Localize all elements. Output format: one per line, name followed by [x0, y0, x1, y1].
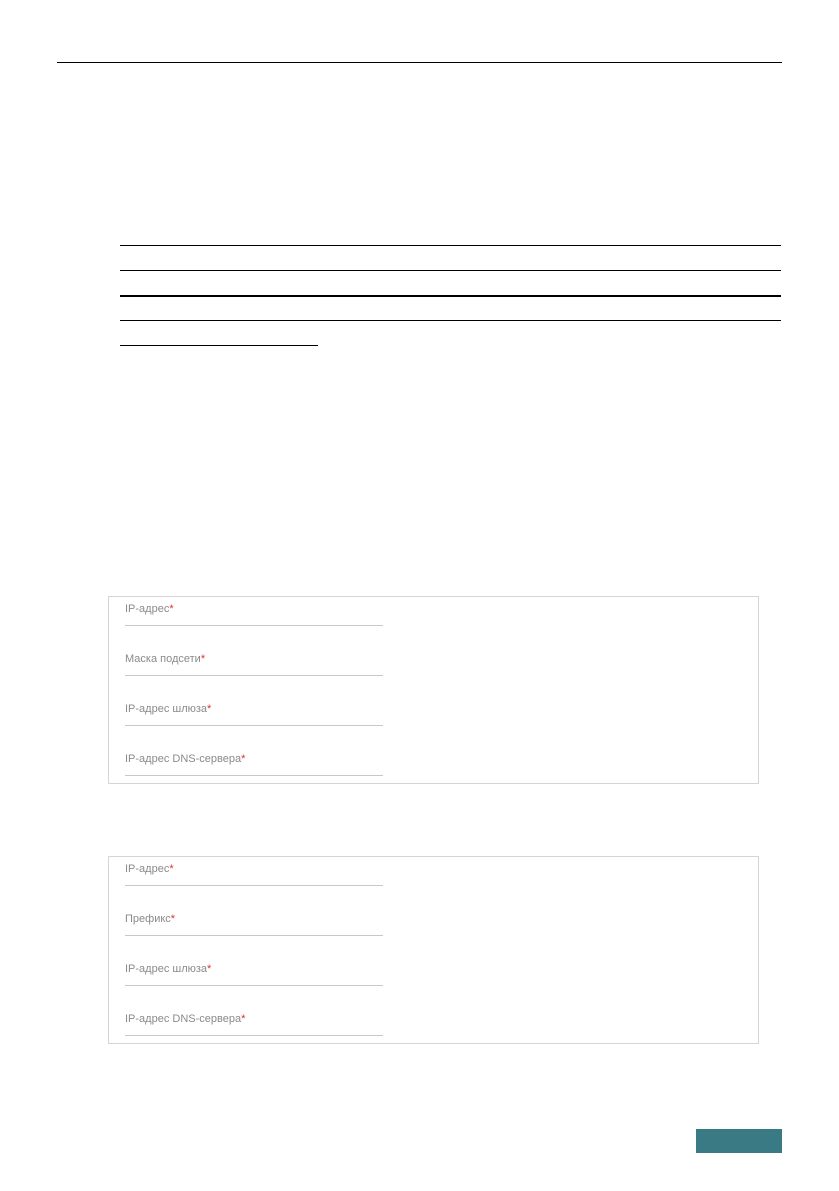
required-mark: *: [169, 863, 174, 875]
field-label: IP-адрес шлюза*: [125, 963, 212, 975]
field-label: Маска подсети*: [125, 653, 206, 665]
table-rule-header: [120, 295, 781, 297]
field-label: IP-адрес DNS-сервера*: [125, 753, 246, 765]
required-mark: *: [207, 703, 212, 715]
table-rule: [120, 320, 781, 321]
ipv6-gateway-field[interactable]: [125, 959, 383, 986]
page-number-tab: [696, 1129, 782, 1153]
ipv6-ip-address-field[interactable]: [125, 859, 383, 886]
required-mark: *: [241, 1013, 246, 1025]
ipv6-static-settings-panel: [108, 856, 759, 1044]
ipv4-subnet-mask-field[interactable]: [125, 649, 383, 676]
ipv6-prefix-field[interactable]: [125, 909, 383, 936]
ipv4-ip-address-field[interactable]: [125, 599, 383, 626]
required-mark: *: [169, 603, 174, 615]
field-label: IP-адрес DNS-сервера*: [125, 1013, 246, 1025]
ipv6-dns-server-field[interactable]: [125, 1009, 383, 1036]
field-label: IP-адрес*: [125, 603, 174, 615]
ipv4-gateway-field[interactable]: [125, 699, 383, 726]
required-mark: *: [241, 753, 246, 765]
field-label: Префикс*: [125, 913, 176, 925]
table-rule-bottom: [120, 345, 318, 346]
required-mark: *: [207, 963, 212, 975]
ipv4-dns-server-field[interactable]: [125, 749, 383, 776]
header-rule: [57, 62, 782, 63]
field-label: IP-адрес шлюза*: [125, 703, 212, 715]
table-rule-top: [120, 245, 781, 246]
required-mark: *: [170, 913, 176, 925]
table-rule: [120, 270, 781, 271]
ipv4-static-settings-panel: [108, 596, 759, 784]
field-label: IP-адрес*: [125, 863, 174, 875]
required-mark: *: [200, 653, 206, 665]
